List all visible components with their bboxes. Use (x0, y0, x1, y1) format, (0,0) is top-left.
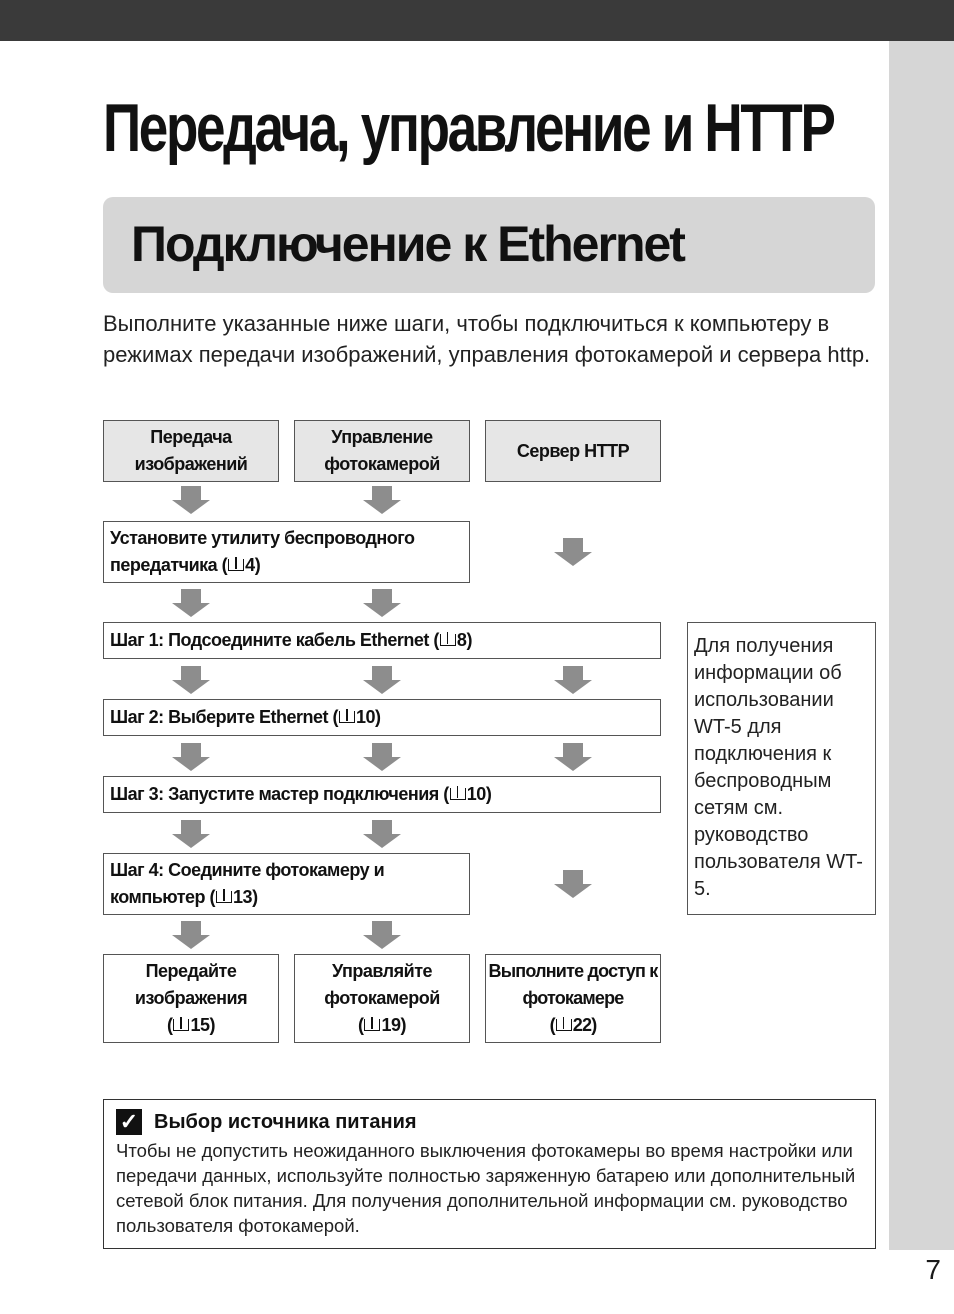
result-text: фотокамере (522, 988, 624, 1008)
step-4 (103, 853, 470, 915)
step-text: ) (485, 784, 492, 804)
step-3 (103, 776, 661, 813)
column-camera-control (294, 420, 470, 482)
page-ref: 8 (456, 630, 467, 650)
result-text: изображения (134, 988, 248, 1008)
checkmark-icon: ✓ (116, 1109, 142, 1135)
book-icon (364, 1019, 380, 1031)
step-text: Шаг 4: Соедините фотокамеру и (110, 860, 385, 880)
result-text: Выполните доступ к (488, 961, 658, 981)
result-control-camera (294, 954, 470, 1043)
column-label: Передача (150, 427, 232, 447)
step-text: передатчика ( (110, 555, 228, 575)
section-title: Подключение к Ethernet (131, 216, 684, 272)
install-utility-step (103, 521, 470, 583)
column-image-transfer (103, 420, 279, 482)
flow-arrow-icon (554, 680, 592, 694)
column-label: изображений (134, 454, 248, 474)
book-icon (440, 634, 456, 646)
section-header (103, 197, 875, 293)
flow-arrow-icon (554, 552, 592, 566)
note-title: Выбор источника питания (154, 1110, 417, 1133)
page-ref: 10 (466, 784, 486, 804)
flow-arrow-icon (363, 603, 401, 617)
step-text: Установите утилиту беспроводного (110, 528, 415, 548)
flow-arrow-icon (363, 834, 401, 848)
step-1 (103, 622, 661, 659)
step-text: Шаг 2: Выберите Ethernet ( (110, 707, 338, 727)
flow-arrow-icon (363, 935, 401, 949)
flow-arrow-icon (363, 500, 401, 514)
result-text: ( (166, 1015, 173, 1035)
result-transfer-images (103, 954, 279, 1043)
book-icon (228, 559, 244, 571)
flow-arrow-icon (554, 884, 592, 898)
page-ref: 22 (572, 1015, 592, 1035)
flow-arrow-icon (172, 680, 210, 694)
page-ref: 19 (381, 1015, 401, 1035)
result-text: ) (209, 1015, 215, 1035)
step-text: компьютер ( (110, 887, 216, 907)
wireless-side-note: Для получения информации об использовании WT-5 для подключения к беспроводным сетям см. руководство пользователя WT-5. (687, 622, 876, 915)
result-access-camera (485, 954, 661, 1043)
page-ref: 4 (245, 555, 255, 575)
note-body: Чтобы не допустить неожиданного выключения фотокамеры во время настройки или передачи данных, используйте полностью заряженную батарею или дополнительный сетевой блок питания. Для получения дополнительной информации см. руководство пользователя фотокамерой. (116, 1140, 856, 1236)
side-tab (889, 41, 954, 1250)
column-http-server (485, 420, 661, 482)
result-text: ( (357, 1015, 364, 1035)
book-icon (450, 788, 466, 800)
top-bar (0, 0, 954, 41)
step-text: ) (254, 555, 261, 575)
step-text: Шаг 1: Подсоедините кабель Ethernet ( (110, 630, 439, 650)
result-text: ) (400, 1015, 406, 1035)
flow-arrow-icon (172, 500, 210, 514)
book-icon (556, 1019, 572, 1031)
book-icon (339, 711, 355, 723)
page-ref: 10 (356, 707, 376, 727)
result-text: фотокамерой (324, 988, 440, 1008)
power-source-note (103, 1099, 876, 1249)
intro-paragraph: Выполните указанные ниже шаги, чтобы подключиться к компьютеру в режимах передачи изображений, управления фотокамерой и сервера http. (103, 311, 871, 367)
page-title: Передача, управление и HTTP (103, 90, 834, 166)
result-text: Управляйте (331, 961, 433, 981)
flow-arrow-icon (172, 757, 210, 771)
book-icon (173, 1019, 189, 1031)
step-text: ) (375, 707, 381, 727)
column-label: Сервер HTTP (516, 440, 630, 461)
result-text: ) (591, 1015, 597, 1035)
result-text: ( (549, 1015, 555, 1035)
result-text: Передайте (145, 961, 237, 981)
step-2 (103, 699, 661, 736)
flow-arrow-icon (554, 757, 592, 771)
page-number: 7 (925, 1254, 941, 1285)
flow-arrow-icon (363, 757, 401, 771)
step-text: ) (252, 887, 258, 907)
flow-arrow-icon (363, 680, 401, 694)
flow-arrow-icon (172, 834, 210, 848)
step-text: ) (466, 630, 472, 650)
page-ref: 13 (233, 887, 253, 907)
book-icon (216, 891, 232, 903)
page-ref: 15 (190, 1015, 210, 1035)
flow-arrow-icon (172, 935, 210, 949)
flow-arrow-icon (172, 603, 210, 617)
column-label: Управление (331, 427, 433, 447)
column-label: фотокамерой (324, 454, 440, 474)
step-text: Шаг 3: Запустите мастер подключения ( (110, 784, 449, 804)
